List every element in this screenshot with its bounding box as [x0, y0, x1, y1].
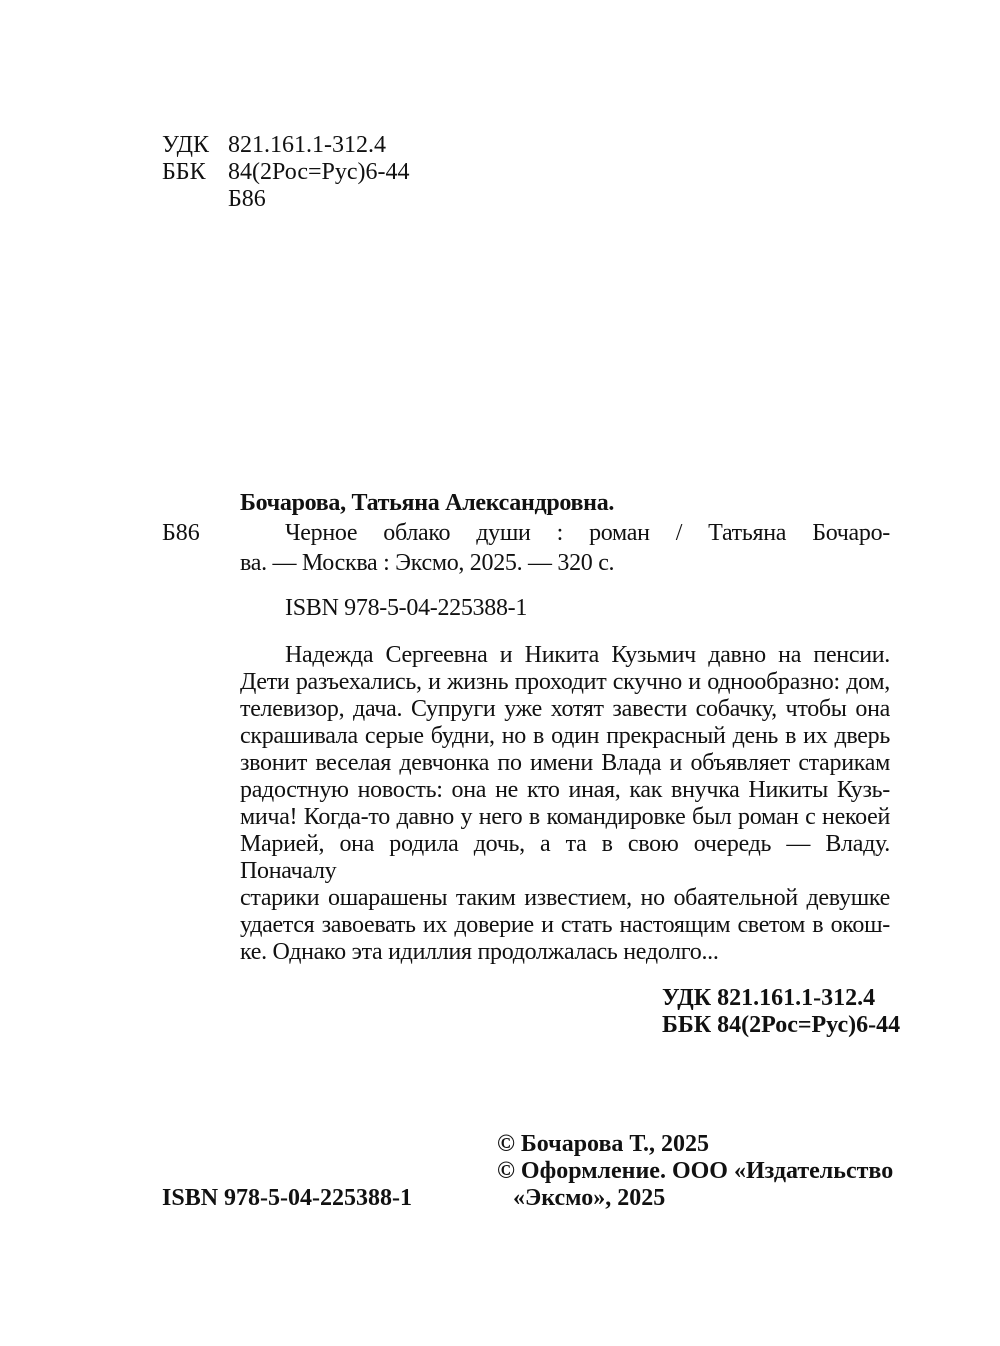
author-mark: Б86 — [228, 186, 266, 212]
header-codes — [0, 132, 1000, 213]
copyright-line: © Оформление. ООО «Издательство — [497, 1158, 894, 1184]
record-author-mark: Б86 — [162, 520, 200, 546]
record-isbn: ISBN 978-5-04-225388-1 — [285, 595, 528, 621]
footer — [0, 1131, 1000, 1212]
udk-value: 821.161.1-312.4 — [228, 132, 386, 158]
copyright-block — [497, 1131, 917, 1212]
udk-code: УДК 821.161.1-312.4 — [662, 985, 876, 1011]
annotation-line: скрашивала серые будни, но в один прекрасный день в их дверь — [240, 723, 890, 749]
copyright-line: «Эксмо», 2025 — [513, 1185, 666, 1211]
header-spacer — [162, 186, 228, 213]
bbk-label: ББК — [162, 159, 206, 185]
annotation-line: Марией, она родила дочь, а та в свою очередь — Владу. Поначалу — [240, 831, 890, 884]
title-line: Черное облако души : роман / Татьяна Бочаро- — [285, 520, 890, 546]
author-mark-row — [0, 186, 1000, 213]
classification-block — [0, 985, 1000, 1039]
title-line: ва. — Москва : Эксмо, 2025. — 320 с. — [240, 550, 615, 576]
copyright-line: © Бочарова Т., 2025 — [497, 1131, 710, 1157]
annotation — [240, 642, 890, 966]
udk-label: УДК — [162, 132, 209, 158]
annotation-line: Дети разъехались, и жизнь проходит скучно и однообразно: дом, — [240, 669, 890, 695]
annotation-line: радостную новость: она не кто иная, как внучка Никиты Кузь- — [240, 777, 890, 803]
bbk-code: ББК 84(2Рос=Рус)6-44 — [662, 1012, 901, 1038]
title-first-row — [0, 520, 1000, 547]
udk-row — [0, 132, 1000, 159]
footer-isbn: ISBN 978-5-04-225388-1 — [162, 1185, 412, 1211]
annotation-line: ке. Однако эта идиллия продолжалась недолго... — [240, 939, 719, 965]
annotation-line: мича! Когда-то давно у него в командировке был роман с некоей — [240, 804, 890, 830]
bbk-value: 84(2Рос=Рус)6-44 — [228, 159, 410, 185]
annotation-line: старики ошарашены таким известием, но обаятельной девушке — [240, 885, 890, 911]
annotation-line: звонит веселая девчонка по имени Влада и объявляет старикам — [240, 750, 890, 776]
author-name: Бочарова, Татьяна Александровна. — [240, 490, 615, 516]
bibliographic-record — [0, 490, 1000, 622]
annotation-line: удается завоевать их доверие и стать настоящим светом в окош- — [240, 912, 890, 938]
annotation-line: телевизор, дача. Супруги уже хотят завести собачку, чтобы она — [240, 696, 890, 722]
annotation-line: Надежда Сергеевна и Никита Кузьмич давно на пенсии. — [285, 642, 890, 668]
bbk-row — [0, 159, 1000, 186]
